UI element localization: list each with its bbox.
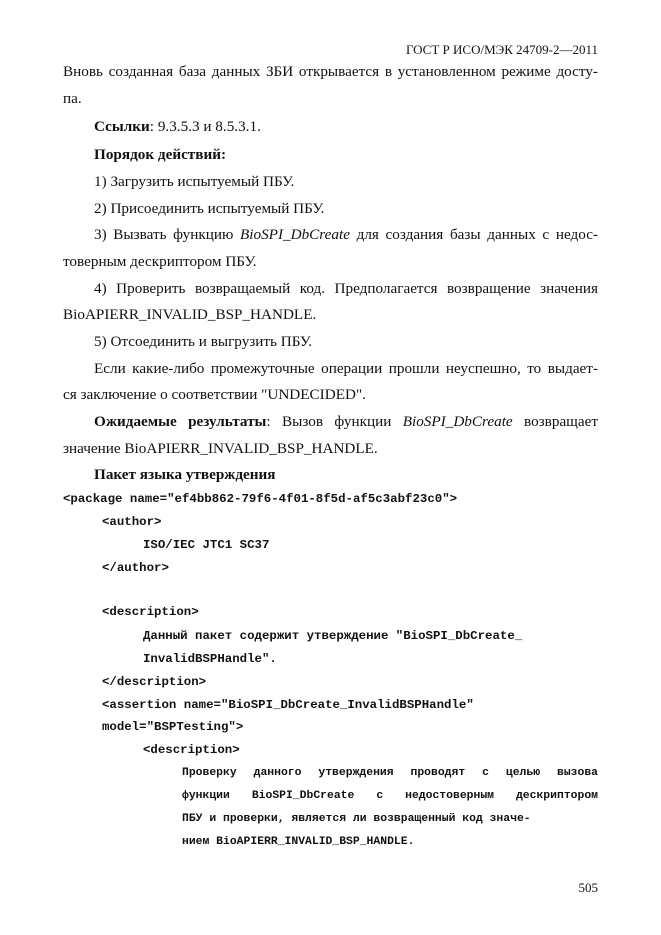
expected-results-cont: значение BioAPIERR_INVALID_BSP_HANDLE. [63, 440, 378, 457]
code-line: ISO/IEC JTC1 SC37 [143, 538, 270, 552]
procedure-step-3 [94, 226, 598, 244]
references [94, 118, 261, 136]
code-line: функции BioSPI_DbCreate с недостоверным дескриптором [182, 790, 598, 802]
procedure-step-5: 5) Отсоединить и выгрузить ПБУ. [94, 333, 312, 350]
expected-function: BioSPI_DbCreate [402, 413, 513, 430]
code-line: Проверку данного утверждения проводят с целью вызова [182, 767, 598, 779]
assertion-package-title: Пакет языка утверждения [94, 466, 276, 483]
code-line: model="BSPTesting"> [102, 720, 244, 734]
step-3-function: BioSPI_DbCreate [239, 226, 350, 243]
step-3-post: для создания базы данных с недос- [349, 226, 598, 243]
expected-results [94, 413, 598, 431]
code-line: <description> [102, 605, 199, 619]
code-line: </description> [102, 675, 207, 689]
intro-line-2: па. [63, 90, 82, 107]
procedure-fallback-cont: ся заключение о соответствии "UNDECIDED". [63, 386, 366, 403]
code-line: нием BioAPIERR_INVALID_BSP_HANDLE. [182, 836, 415, 848]
procedure-title: Порядок действий: [94, 146, 227, 163]
expected-post: возвращает [512, 413, 598, 430]
procedure-fallback: Если какие-либо промежуточные операции прошли неуспешно, то выдает- [94, 360, 598, 377]
expected-sep: : [266, 413, 271, 430]
procedure-step-1: 1) Загрузить испытуемый ПБУ. [94, 173, 295, 190]
document-header: ГОСТ Р ИСО/МЭК 24709-2—2011 [405, 42, 598, 57]
intro-line-1: Вновь созданная база данных ЗБИ открывается в установленном режиме досту- [63, 63, 598, 80]
code-line: ПБУ и проверки, является ли возвращенный код значе- [182, 813, 531, 825]
expected-pre: Вызов функции [270, 413, 403, 430]
code-line: Данный пакет содержит утверждение "BioSPI_DbCreate_ [143, 629, 523, 643]
references-sep: : [149, 118, 155, 135]
expected-label: Ожидаемые результаты [94, 413, 267, 430]
references-text: 9.3.5.3 и 8.5.3.1. [154, 118, 261, 135]
procedure-step-4-cont: BioAPIERR_INVALID_BSP_HANDLE. [63, 306, 317, 323]
procedure-step-3-cont: товерным дескриптором ПБУ. [63, 253, 257, 270]
code-line: </author> [102, 561, 169, 575]
code-line: <author> [102, 515, 162, 529]
procedure-step-2: 2) Присоединить испытуемый ПБУ. [94, 200, 325, 217]
references-label: Ссылки [94, 118, 150, 135]
page-number: 505 [578, 880, 598, 895]
code-line: <description> [143, 743, 240, 757]
code-line: <package name="ef4bb862-79f6-4f01-8f5d-af5c3abf23c0"> [63, 492, 458, 506]
step-3-pre: 3) Вызвать функцию [94, 226, 240, 243]
code-line: InvalidBSPHandle". [143, 652, 277, 666]
code-line: <assertion name="BioSPI_DbCreate_InvalidBSPHandle" [102, 698, 474, 712]
procedure-step-4: 4) Проверить возвращаемый код. Предполагается возвращение значения [94, 280, 598, 297]
